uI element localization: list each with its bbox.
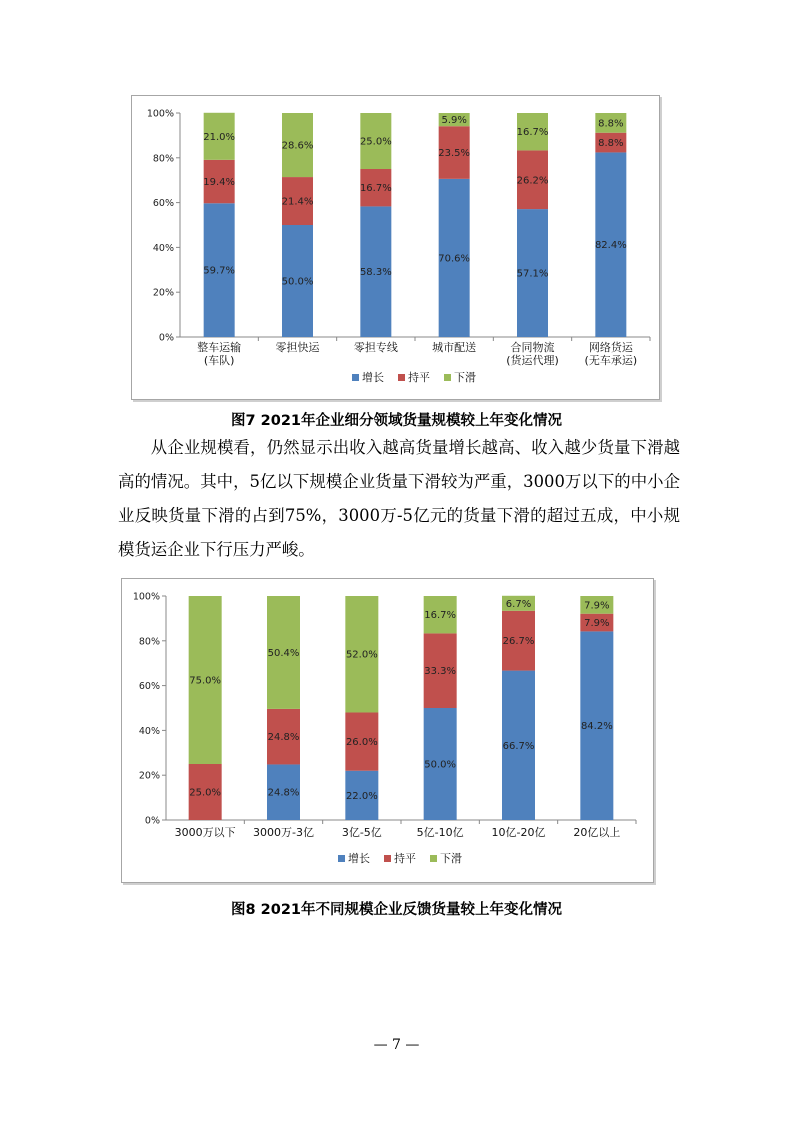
y-tick-label: 40% — [152, 242, 174, 254]
category-label: 合同物流 — [510, 341, 555, 354]
figure7-chart — [131, 95, 660, 400]
data-label: 8.8% — [598, 138, 624, 150]
legend-label: 下滑 — [454, 371, 476, 384]
category-label: 3000万以下 — [174, 826, 236, 839]
category-label: 10亿-20亿 — [491, 826, 546, 839]
data-label: 59.7% — [203, 265, 236, 277]
data-label: 23.5% — [438, 148, 471, 160]
data-label: 25.0% — [189, 787, 222, 799]
data-label: 16.7% — [359, 183, 392, 195]
data-label: 33.3% — [424, 666, 457, 678]
data-label: 66.7% — [502, 740, 535, 752]
y-tick-label: 60% — [152, 198, 174, 210]
y-tick-label: 60% — [138, 681, 160, 693]
legend-label: 持平 — [408, 371, 430, 384]
y-tick-label: 0% — [144, 815, 160, 827]
figure8-svg — [122, 579, 653, 882]
figure7-caption: 图7 2021年企业细分领域货量规模较上年变化情况 — [231, 413, 562, 429]
y-tick-label: 0% — [158, 332, 174, 344]
body-paragraph-block — [118, 431, 680, 567]
data-label: 25.0% — [359, 136, 392, 148]
data-label: 8.8% — [598, 118, 624, 130]
data-label: 21.4% — [281, 196, 314, 208]
figure8-caption: 图8 2021年不同规模企业反馈货量较上年变化情况 — [231, 902, 562, 918]
data-label: 26.0% — [345, 737, 378, 749]
y-tick-label: 100% — [146, 108, 174, 120]
category-label: 网络货运 — [588, 341, 633, 354]
data-label: 16.7% — [424, 610, 457, 622]
category-label: 零担专线 — [353, 341, 398, 354]
data-label: 21.0% — [203, 131, 236, 143]
legend-label: 增长 — [362, 371, 384, 384]
page-number: — 7 — — [373, 1037, 420, 1053]
y-tick-label: 80% — [138, 636, 160, 648]
data-label: 7.9% — [584, 600, 610, 612]
legend-swatch-flat — [384, 855, 391, 862]
data-label: 75.0% — [189, 675, 222, 687]
data-label: 57.1% — [516, 268, 549, 280]
data-label: 58.3% — [359, 267, 392, 279]
category-label: 20亿以上 — [573, 826, 621, 839]
legend-swatch-increase — [352, 374, 359, 381]
category-label: 整车运输 — [197, 341, 242, 354]
category-label: 3000万-3亿 — [253, 826, 314, 839]
data-label: 26.7% — [502, 636, 535, 648]
y-tick-label: 80% — [152, 153, 174, 165]
category-label: (无车承运) — [584, 354, 638, 367]
category-label: 5亿-10亿 — [416, 826, 464, 839]
category-label: 3亿-5亿 — [341, 826, 382, 839]
figure7-svg — [132, 96, 659, 399]
legend-swatch-flat — [398, 374, 405, 381]
data-label: 22.0% — [345, 790, 378, 802]
data-label: 52.0% — [345, 649, 378, 661]
data-label: 16.7% — [516, 127, 549, 139]
data-label: 5.9% — [441, 115, 467, 127]
y-tick-label: 40% — [138, 725, 160, 737]
data-label: 50.4% — [267, 647, 300, 659]
y-tick-label: 100% — [132, 591, 160, 603]
legend-label: 持平 — [394, 852, 416, 865]
legend-swatch-decline — [430, 855, 437, 862]
category-label: 城市配送 — [432, 341, 477, 354]
data-label: 82.4% — [594, 240, 627, 252]
data-label: 6.7% — [505, 598, 532, 610]
legend-swatch-decline — [444, 374, 451, 381]
data-label: 7.9% — [584, 618, 610, 630]
data-label: 24.8% — [267, 732, 300, 744]
legend-label: 增长 — [348, 852, 370, 865]
legend-swatch-increase — [338, 855, 345, 862]
y-tick-label: 20% — [152, 287, 174, 299]
data-label: 84.2% — [580, 721, 613, 733]
data-label: 28.6% — [281, 140, 314, 152]
data-label: 19.4% — [203, 177, 236, 189]
category-label: 零担快运 — [275, 341, 320, 354]
y-tick-label: 20% — [138, 770, 160, 782]
data-label: 26.2% — [516, 175, 549, 187]
category-label: (车队) — [203, 354, 235, 367]
figure8-chart — [121, 578, 654, 883]
data-label: 24.8% — [267, 787, 300, 799]
data-label: 50.0% — [424, 759, 457, 771]
body-paragraph: 从企业规模看，仍然显示出收入越高货量增长越高、收入越少货量下滑越高的情况。其中，5亿以下规模企业货量下滑较为严重，3000万以下的中小企业反映货量下滑的占到75%，3000万-5亿元的货量下滑的超过五成，中小规模货运企业下行压力严峻。 — [118, 438, 680, 559]
data-label: 50.0% — [281, 276, 314, 288]
data-label: 70.6% — [438, 253, 471, 265]
category-label: (货运代理) — [506, 354, 559, 367]
legend-label: 下滑 — [440, 852, 462, 865]
